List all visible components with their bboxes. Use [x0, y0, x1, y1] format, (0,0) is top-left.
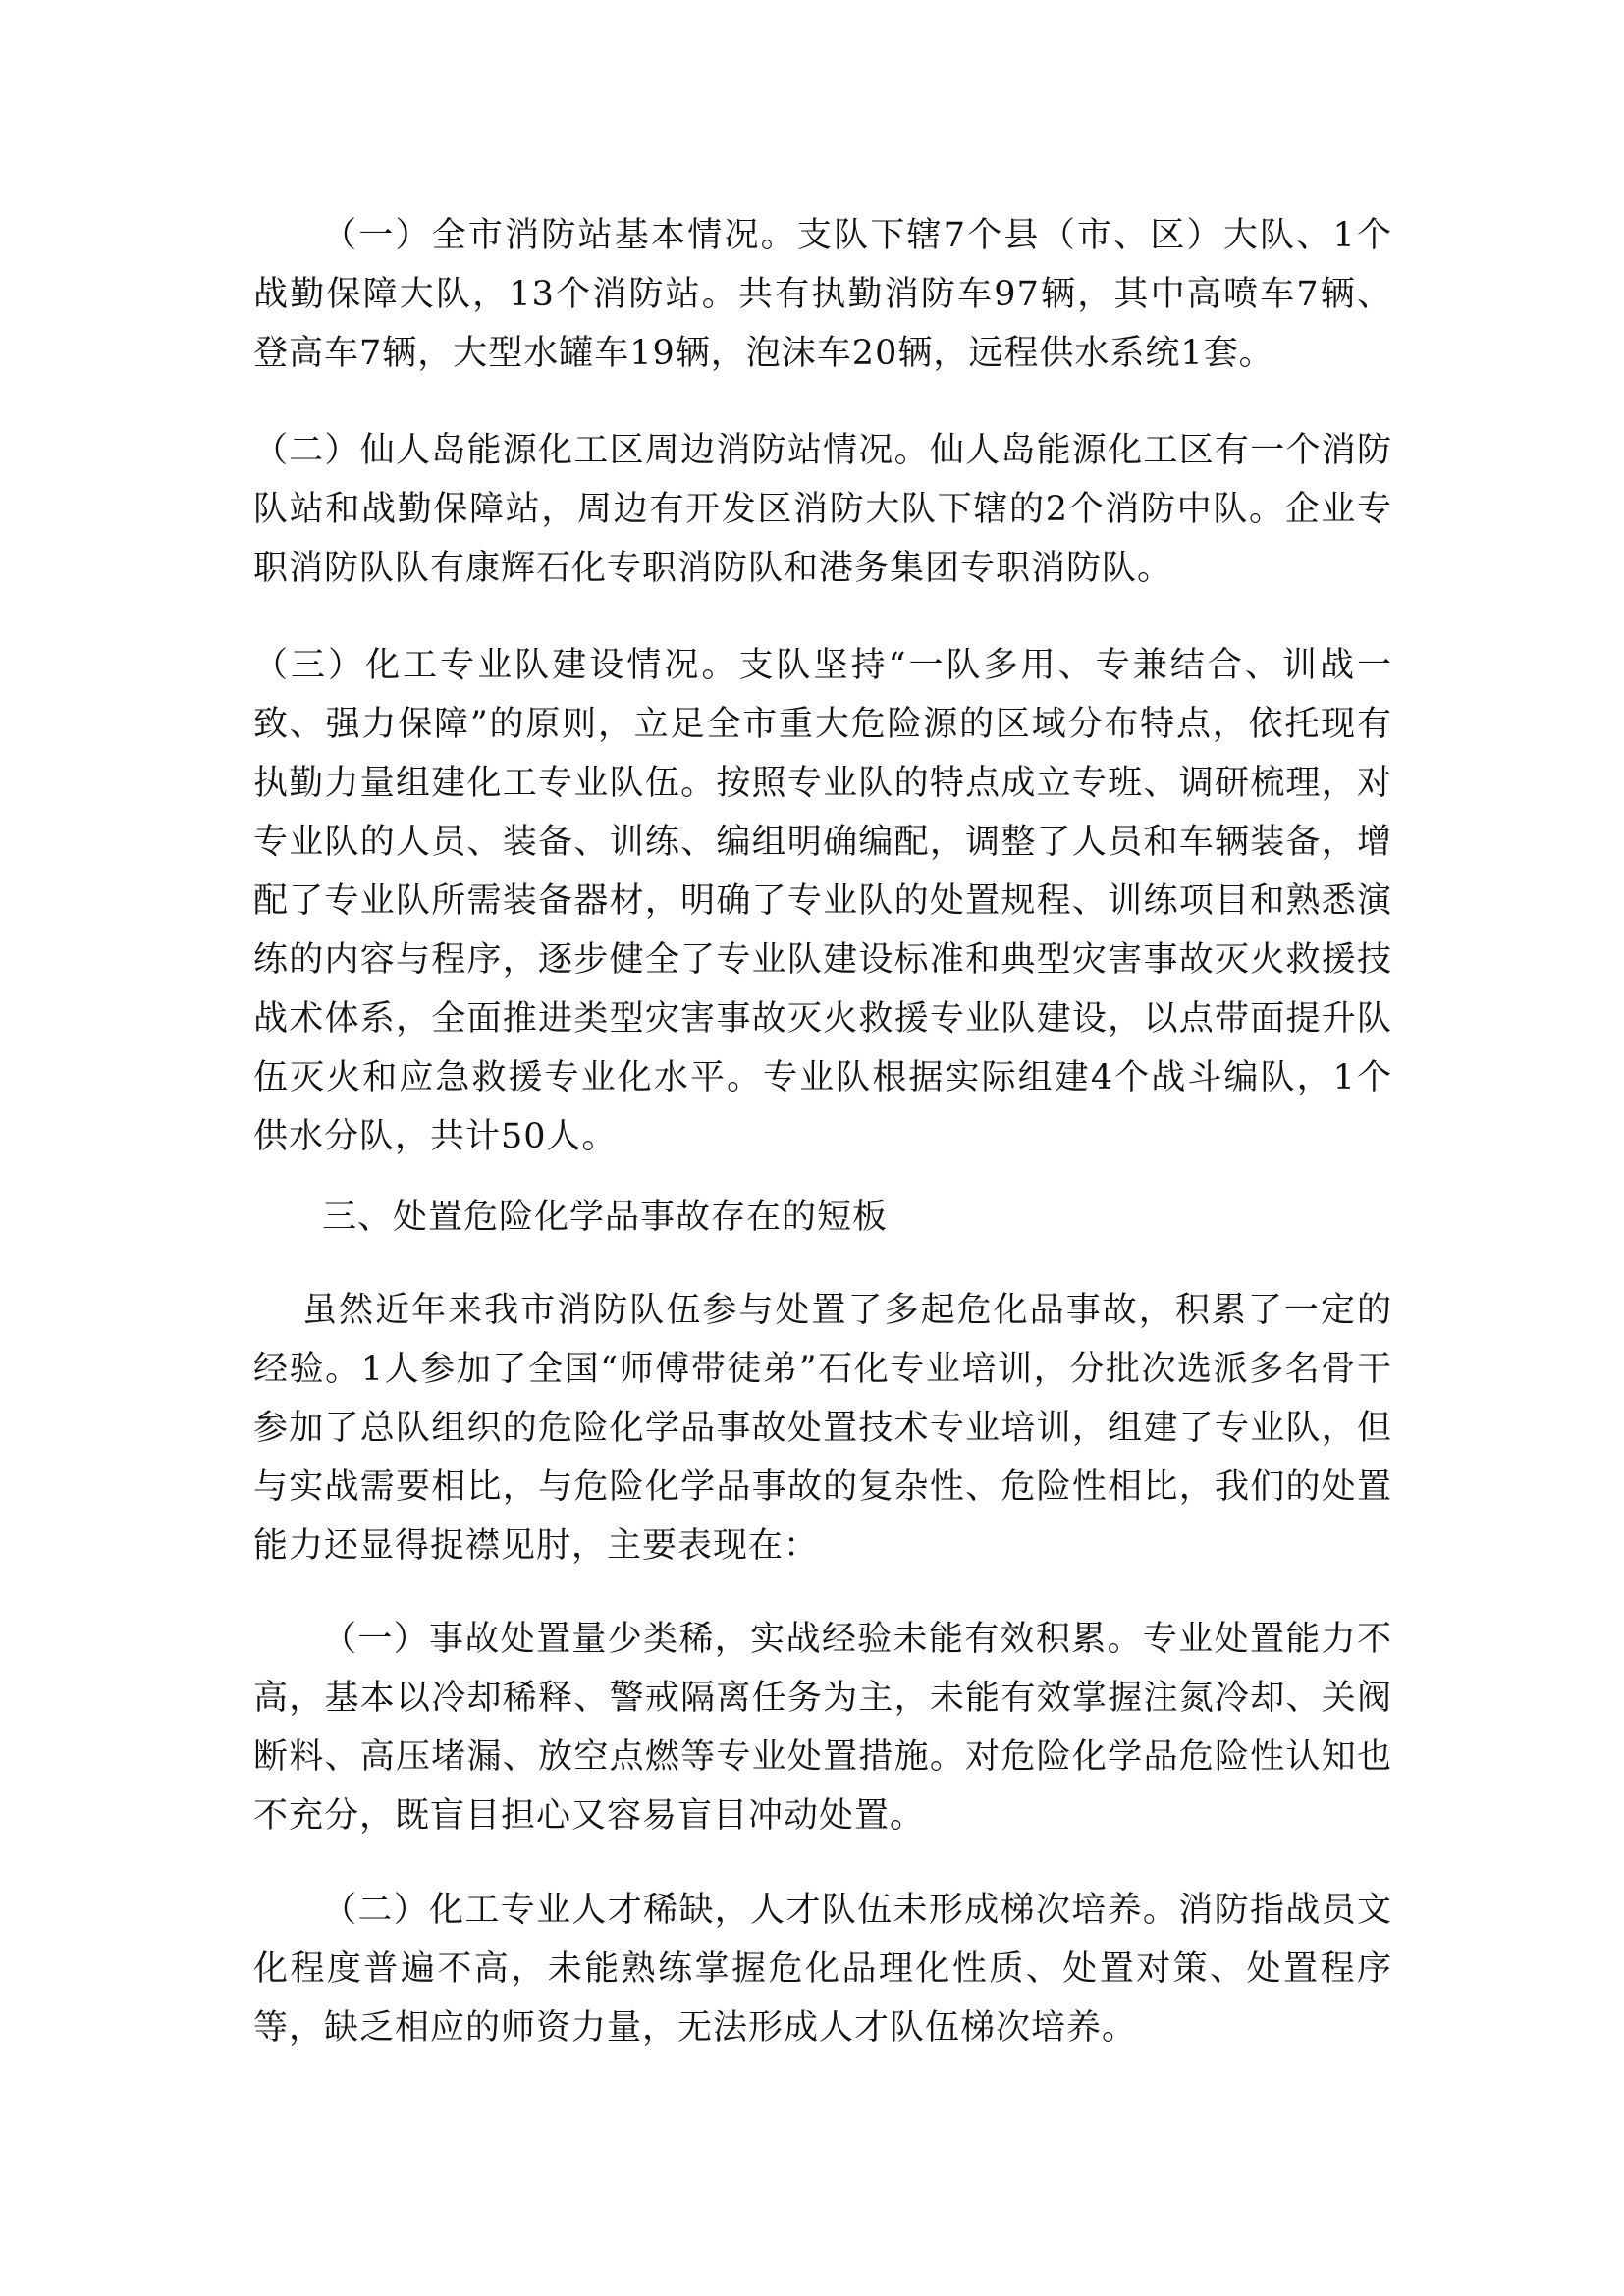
- section-heading-shortcomings: 三、处置危险化学品事故存在的短板: [322, 1198, 889, 1237]
- paragraph-shortcoming-talent: （二）化工专业人才稀缺，人才队伍未形成梯次培养。消防指战员文化程度普遍不高，未能熟练掌握危化品理化性质、处置对策、处置程序等，缺乏相应的师资力量，无法形成人才队伍梯次培养。: [253, 1891, 1392, 2048]
- paragraph-xianrendao-stations: （二）仙人岛能源化工区周边消防站情况。仙人岛能源化工区有一个消防队站和战勤保障站，周边有开发区消防大队下辖的2个消防中队。企业专职消防队队有康辉石化专职消防队和港务集团专职消防队。: [253, 431, 1392, 588]
- paragraph-shortcoming-experience: （一）事故处置量少类稀，实战经验未能有效积累。专业处置能力不高，基本以冷却稀释、警戒隔离任务为主，未能有效掌握注氮冷却、关阀断料、高压堵漏、放空点燃等专业处置措施。对危险化学品危险性认知也不充分，既盲目担心又容易盲目冲动处置。: [253, 1620, 1392, 1836]
- paragraph-chemical-team-construction: （三）化工专业队建设情况。支队坚持“一队多用、专兼结合、训战一致、强力保障”的原则，立足全市重大危险源的区域分布特点，依托现有执勤力量组建化工专业队伍。按照专业队的特点成立专班、调研梳理，对专业队的人员、装备、训练、编组明确编配，调整了人员和车辆装备，增配了专业队所需装备器材，明确了专业队的处置规程、训练项目和熟悉演练的内容与程序，逐步健全了专业队建设标准和典型灾害事故灭火救援技战术体系，全面推进类型灾害事故灭火救援专业队建设，以点带面提升队伍灭火和应急救援专业化水平。专业队根据实际组建4个战斗编队，1个供水分队，共计50人。: [253, 646, 1392, 1156]
- paragraph-fire-stations-overview: （一）全市消防站基本情况。支队下辖7个县（市、区）大队、1个战勤保障大队，13个消防站。共有执勤消防车97辆，其中高喷车7辆、登高车7辆，大型水罐车19辆，泡沫车20辆，远程供水系统1套。: [253, 216, 1392, 373]
- paragraph-shortcomings-intro: 虽然近年来我市消防队伍参与处置了多起危化品事故，积累了一定的经验。1人参加了全国“师傅带徒弟”石化专业培训，分批次选派多名骨干参加了总队组织的危险化学品事故处置技术专业培训，组建了专业队，但与实战需要相比，与危险化学品事故的复杂性、危险性相比，我们的处置能力还显得捉襟见肘，主要表现在：: [253, 1291, 1392, 1566]
